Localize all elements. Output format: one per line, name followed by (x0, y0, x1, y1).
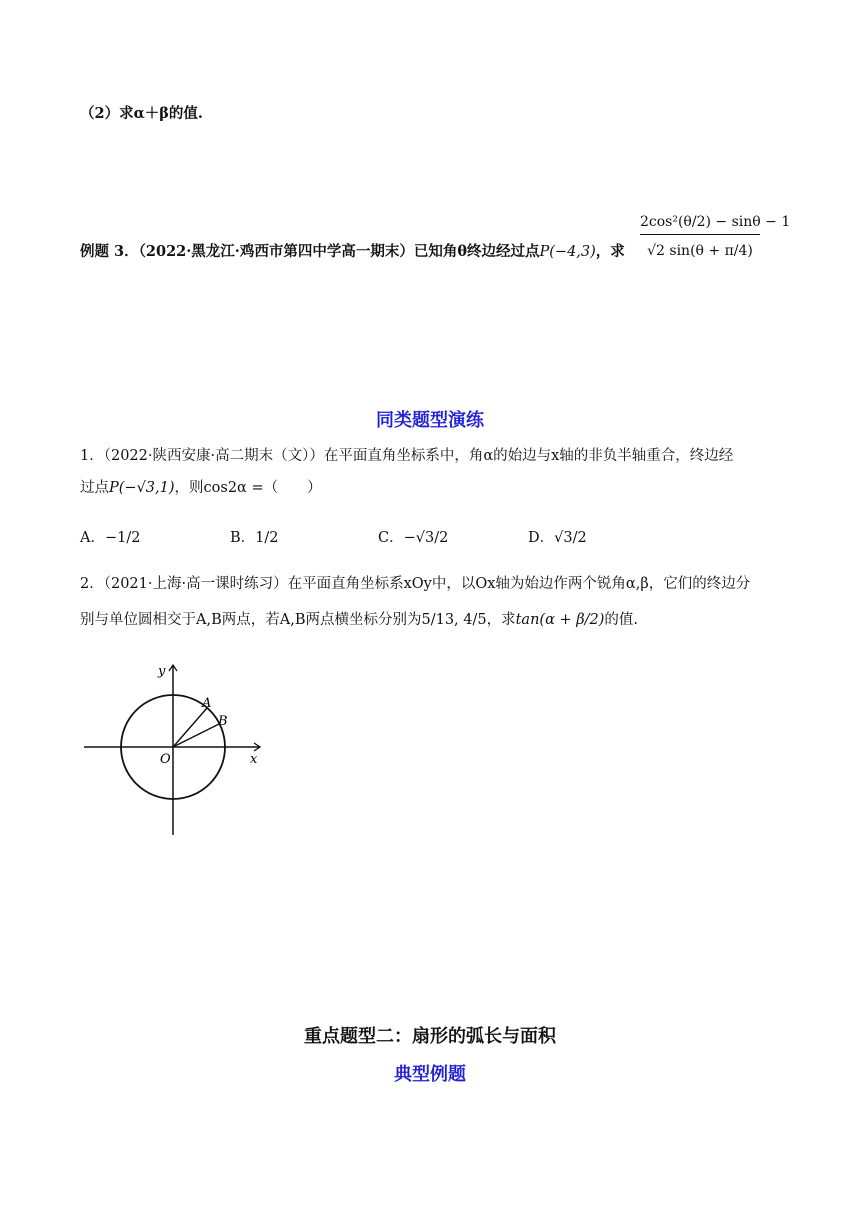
label-y: y (158, 664, 166, 679)
q1-line2-mid: ，则 (174, 480, 204, 496)
ray-oa (173, 708, 207, 747)
q1-line2 (80, 478, 322, 498)
q1-option-d-value: √3/2 (554, 530, 587, 546)
unit-circle-figure (84, 655, 274, 840)
q1-point: P(−√3,1) (109, 480, 175, 496)
label-b: B (218, 714, 228, 729)
q2-line2-suffix: 的值. (604, 612, 638, 628)
q1-option-b-label: B． (230, 530, 256, 546)
q1-line1: 1．（2022·陕西安康·高二期末（文））在平面直角坐标系中，角α的始边与x轴的非负半轴重合，终边经 (80, 448, 734, 464)
example3-text (80, 242, 625, 262)
q1-option-d[interactable] (528, 528, 587, 548)
example3-prefix: 例题 3．（2022·黑龙江·鸡西市第四中学高一期末）已知角θ终边经过点 (80, 243, 540, 260)
q1-option-a-value: −1/2 (104, 530, 141, 546)
q2-coords: 5/13, 4/5 (421, 612, 487, 628)
q1-option-b[interactable] (230, 528, 279, 548)
example3-denominator: √2 sin(θ + π/4) (647, 243, 753, 259)
section-practice-heading: 同类题型演练 (376, 410, 484, 431)
q1-option-d-label: D． (528, 530, 555, 546)
q1-expr: cos2α =（ ） (203, 480, 322, 496)
q1-option-a-label: A． (80, 530, 105, 546)
section-examples-heading: 典型例题 (394, 1064, 466, 1085)
example3-point: P(−4,3) (539, 244, 596, 260)
example3-numerator: 2cos²(θ/2) − sinθ − 1 (640, 214, 760, 235)
label-x: x (250, 752, 258, 767)
part2-question: （2）求α＋β的值. (80, 105, 203, 122)
q1-option-c-label: C． (378, 530, 404, 546)
example3-fraction (640, 214, 791, 259)
q2-line2-mid: ，求 (486, 612, 516, 628)
section-key2-heading: 重点题型二：扇形的弧长与面积 (304, 1026, 556, 1047)
q1-option-b-value: 1/2 (255, 530, 279, 546)
q1-option-c[interactable] (378, 528, 448, 548)
ray-ob (173, 724, 219, 747)
q2-line1: 2．（2021·上海·高一课时练习）在平面直角坐标系xOy中，以Ox轴为始边作两个锐角α,β，它们的终边分 (80, 576, 751, 592)
q1-option-a[interactable] (80, 528, 140, 548)
q2-line2 (80, 610, 638, 630)
q1-option-c-value: −√3/2 (403, 530, 449, 546)
q2-line2-prefix: 别与单位圆相交于A,B两点，若A,B两点横坐标分别为 (80, 612, 422, 628)
label-a: A (202, 696, 212, 711)
q2-expr: tan(α + β/2) (515, 612, 605, 628)
label-o: O (160, 752, 171, 767)
example3-ask: ，求 (595, 243, 625, 260)
q1-line2-prefix: 过点 (80, 480, 109, 496)
